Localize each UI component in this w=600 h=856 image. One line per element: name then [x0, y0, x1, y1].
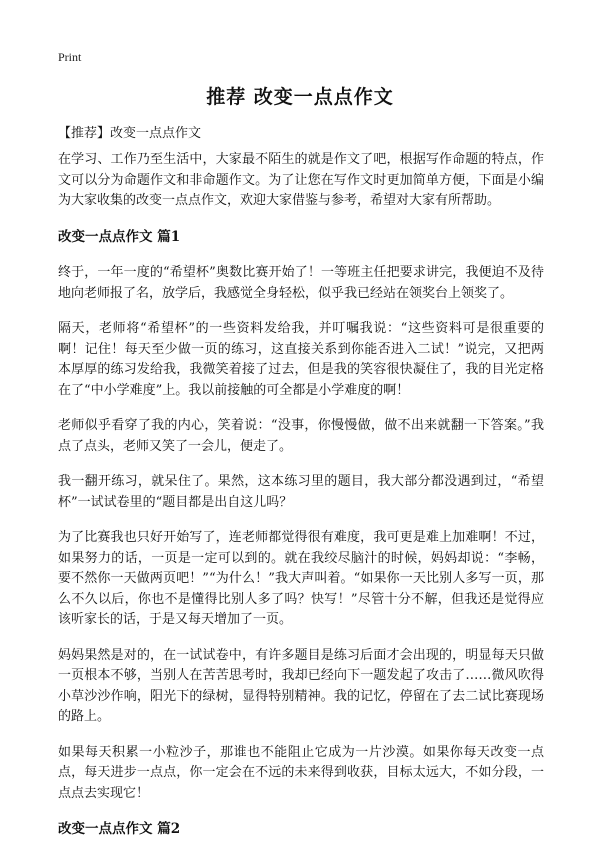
section-heading-1: 改变一点点作文 篇1	[58, 228, 181, 245]
paragraph: 妈妈果然是对的，在一试试卷中，有许多题目是练习后面才会出现的，明显每天只做一页根本不够，当别人在苦苦思考时，我却已经向下一题发起了攻击了……微风吹得小草沙沙作响，阳光下的绿树，显得特别精神。我的记忆，停留在了去二试比赛现场的路上。	[58, 647, 544, 724]
paragraph: 如果每天积累一小粒沙子，那谁也不能阻止它成为一片沙漠。如果你每天改变一点点，每天进步一点点，你一定会在不远的未来得到收获，目标太远大，不如分段，一点点去实现它！	[58, 744, 544, 801]
section-heading-2: 改变一点点作文 篇2	[58, 821, 181, 837]
intro-paragraph: 在学习、工作乃至生活中，大家最不陌生的就是作文了吧，根据写作命题的特点，作文可以分为命题作文和非命题作文。为了让您在写作文时更加简单方便，下面是小编为大家收集的改变一点点作文，欢迎大家借鉴与参考，希望对大家有所帮助。	[58, 152, 544, 208]
paragraph: 隔天，老师将“希望杯”的一些资料发给我，并叮嘱我说：“这些资料可是很重要的啊！记住！每天至少做一页的练习，这直接关系到你能否进入二试！”说完，又把两本厚厚的练习发给我，我微笑着接了过去，但是我的笑容很快凝住了，我的目光定格在了“中小学难度”上。我以前接触的可全都是小学难度的啊！	[58, 321, 544, 398]
print-link[interactable]: Print	[58, 50, 82, 64]
paragraph: 终于，一年一度的“希望杯”奥数比赛开始了！一等班主任把要求讲完，我便迫不及待地向老师报了名，放学后，我感觉全身轻松，似乎我已经站在领奖台上领奖了。	[58, 265, 544, 301]
lead-line: 【推荐】改变一点点作文	[58, 126, 202, 141]
paragraph: 老师似乎看穿了我的内心，笑着说：“没事，你慢慢做，做不出来就翻一下答案。”我点了点头，老师又笑了一会儿，便走了。	[58, 418, 544, 454]
page-title: 推荐 改变一点点作文	[206, 86, 394, 108]
paragraph: 我一翻开练习，就呆住了。果然，这本练习里的题目，我大部分都没遇到过，“希望杯”一试试卷里的“题目都是出自这儿吗？	[58, 474, 544, 510]
paragraph: 为了比赛我也只好开始写了，连老师都觉得很有难度，我可更是难上加难啊！不过，如果努力的话，一页是一定可以到的。就在我绞尽脑汁的时候，妈妈却说：“李畅，要不然你一天做两页吧！”“为什么！”我大声叫着。“如果你一天比别人多写一页，那么不久以后，你也不是懂得比别人多了吗？快写！”尽管十分不解，但我还是觉得应该听家长的话，于是又每天增加了一页。	[58, 530, 544, 627]
article-body	[58, 150, 544, 856]
